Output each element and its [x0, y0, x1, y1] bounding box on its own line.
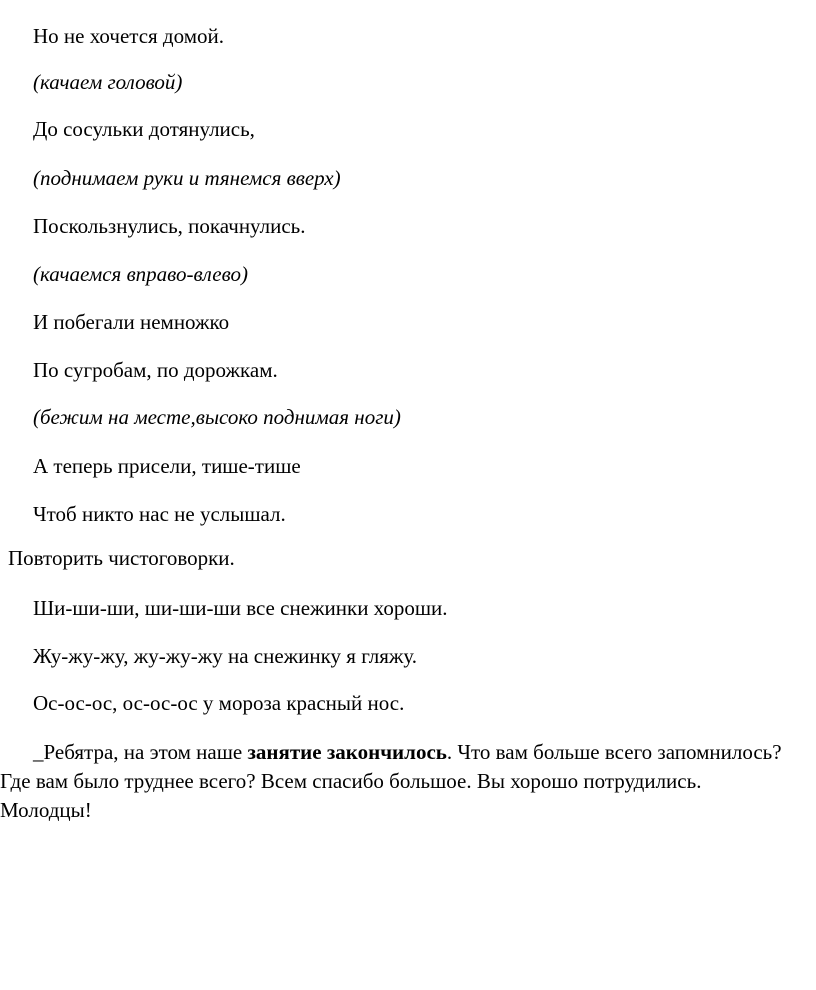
text-line: А теперь присели, тише-тише	[33, 454, 301, 478]
tongue-twister-line: Жу-жу-жу, жу-жу-жу на снежинку я гляжу.	[33, 644, 418, 668]
closing-part-1: _Ребятра, на этом наше	[33, 740, 248, 764]
instruction-line: (бежим на месте,высоко поднимая ноги)	[33, 405, 401, 429]
text-line: По сугробам, по дорожкам.	[33, 358, 278, 382]
text-line: Но не хочется домой.	[33, 24, 224, 48]
text-line: Чтоб никто нас не услышал.	[33, 502, 286, 526]
instruction-line: (качаем головой)	[33, 70, 183, 94]
text-line: И побегали немножко	[33, 310, 230, 334]
instruction-line: (качаемся вправо-влево)	[33, 262, 248, 286]
tongue-twister-line: Ос-ос-ос, ос-ос-ос у мороза красный нос.	[33, 691, 405, 715]
tongue-twister-line: Ши-ши-ши, ши-ши-ши все снежинки хороши.	[33, 596, 448, 620]
closing-paragraph	[0, 738, 790, 825]
section-heading: Повторить чистоговорки.	[8, 546, 235, 570]
closing-part-2: . Что вам больше всего запомнилось? Где вам было труднее всего? Всем спасибо большое. Вы хорошо потрудились. Молодцы!	[0, 740, 782, 822]
text-line: До сосульки дотянулись,	[33, 117, 255, 141]
closing-bold: занятие закончилось	[247, 740, 447, 764]
text-line: Поскользнулись, покачнулись.	[33, 214, 306, 238]
instruction-line: (поднимаем руки и тянемся вверх)	[33, 166, 341, 190]
